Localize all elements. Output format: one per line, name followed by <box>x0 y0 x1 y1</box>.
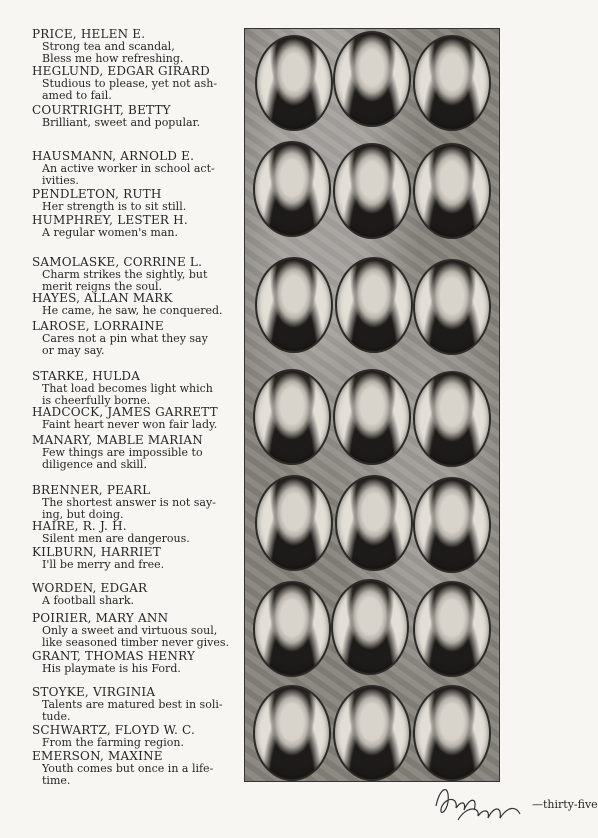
portrait-photo <box>255 35 333 131</box>
student-entry <box>0 320 240 357</box>
student-name: PRICE, HELEN E. <box>32 27 146 41</box>
portrait-photo <box>333 685 411 781</box>
student-entry <box>0 612 240 649</box>
student-entry <box>0 214 240 239</box>
student-entry <box>0 724 240 749</box>
student-entry <box>0 65 240 102</box>
student-quote: A regular women's man. <box>42 226 178 239</box>
student-quote: The shortest answer is not say- ing, but doing. <box>42 496 216 521</box>
portrait-photo <box>413 581 491 677</box>
student-entry <box>0 406 240 431</box>
portrait-photo <box>255 475 333 571</box>
student-quote: Only a sweet and virtuous soul, like seasoned timber never gives. <box>42 624 229 649</box>
student-quote: That load becomes light which is cheerfully borne. <box>42 382 213 407</box>
student-name: PENDLETON, RUTH <box>32 187 162 201</box>
portrait-photo <box>413 685 491 781</box>
portrait-panel <box>244 28 500 782</box>
student-entry <box>0 150 240 187</box>
student-name: SAMOLASKE, CORRINE L. <box>32 255 203 269</box>
student-quote: Brilliant, sweet and popular. <box>42 116 201 129</box>
student-quote: Few things are impossible to diligence and skill. <box>42 446 203 471</box>
student-name: HAUSMANN, ARNOLD E. <box>32 149 195 163</box>
portrait-photo <box>413 259 491 355</box>
student-quote: Silent men are dangerous. <box>42 532 190 545</box>
student-name: WORDEN, EDGAR <box>32 581 148 595</box>
student-entry <box>0 484 240 521</box>
portrait-photo <box>413 143 491 239</box>
student-entries <box>0 0 240 838</box>
student-quote: Strong tea and scandal, Bless me how refreshing. <box>42 40 184 65</box>
portrait-photo <box>253 369 331 465</box>
portrait-photo <box>331 579 409 675</box>
student-quote: Her strength is to sit still. <box>42 200 187 213</box>
student-entry <box>0 520 240 545</box>
student-name: SCHWARTZ, FLOYD W. C. <box>32 723 195 737</box>
portrait-photo <box>413 371 491 467</box>
student-name: BRENNER, PEARL <box>32 483 151 497</box>
page-number: —thirty-five <box>532 798 598 811</box>
student-quote: Talents are matured best in soli- tude. <box>42 698 223 723</box>
portrait-photo <box>333 143 411 239</box>
student-name: EMERSON, MAXINE <box>32 749 163 763</box>
student-entry <box>0 188 240 213</box>
student-entry <box>0 104 240 129</box>
portrait-photo <box>333 369 411 465</box>
student-name: COURTRIGHT, BETTY <box>32 103 171 117</box>
student-name: HADCOCK, JAMES GARRETT <box>32 405 218 419</box>
student-name: GRANT, THOMAS HENRY <box>32 649 196 663</box>
student-name: LAROSE, LORRAINE <box>32 319 164 333</box>
student-name: HAIRE, R. J. H. <box>32 519 127 533</box>
portrait-photo <box>413 35 491 131</box>
student-quote: His playmate is his Ford. <box>42 662 181 675</box>
signature <box>428 776 528 826</box>
student-entry <box>0 292 240 317</box>
student-quote: Studious to please, yet not ash- amed to fail. <box>42 77 218 102</box>
portrait-photo <box>333 31 411 127</box>
student-name: MANARY, MABLE MARIAN <box>32 433 203 447</box>
student-entry <box>0 546 240 571</box>
portrait-photo <box>335 257 413 353</box>
student-entry <box>0 650 240 675</box>
student-quote: Charm strikes the sightly, but merit reigns the soul. <box>42 268 208 293</box>
student-name: KILBURN, HARRIET <box>32 545 161 559</box>
portrait-photo <box>253 581 331 677</box>
portrait-photo <box>253 685 331 781</box>
student-name: HAYES, ALLAN MARK <box>32 291 173 305</box>
student-entry <box>0 28 240 65</box>
portrait-photo <box>253 141 331 237</box>
student-entry <box>0 750 240 787</box>
student-quote: Cares not a pin what they say or may say. <box>42 332 208 357</box>
student-quote: Faint heart never won fair lady. <box>42 418 218 431</box>
student-name: HEGLUND, EDGAR GIRARD <box>32 64 210 78</box>
student-quote: From the farming region. <box>42 736 184 749</box>
student-quote: An active worker in school act- ivities. <box>42 162 215 187</box>
student-entry <box>0 256 240 293</box>
student-entry <box>0 686 240 723</box>
student-name: POIRIER, MARY ANN <box>32 611 169 625</box>
student-quote: I'll be merry and free. <box>42 558 165 571</box>
student-name: STOYKE, VIRGINIA <box>32 685 156 699</box>
student-entry <box>0 582 240 607</box>
student-quote: He came, he saw, he conquered. <box>42 304 223 317</box>
student-name: HUMPHREY, LESTER H. <box>32 213 188 227</box>
portrait-photo <box>413 477 491 573</box>
student-quote: A football shark. <box>42 594 135 607</box>
portrait-photo <box>255 257 333 353</box>
student-quote: Youth comes but once in a life- time. <box>42 762 214 787</box>
portrait-photo <box>335 475 413 571</box>
student-entry <box>0 370 240 407</box>
student-name: STARKE, HULDA <box>32 369 141 383</box>
student-entry <box>0 434 240 471</box>
